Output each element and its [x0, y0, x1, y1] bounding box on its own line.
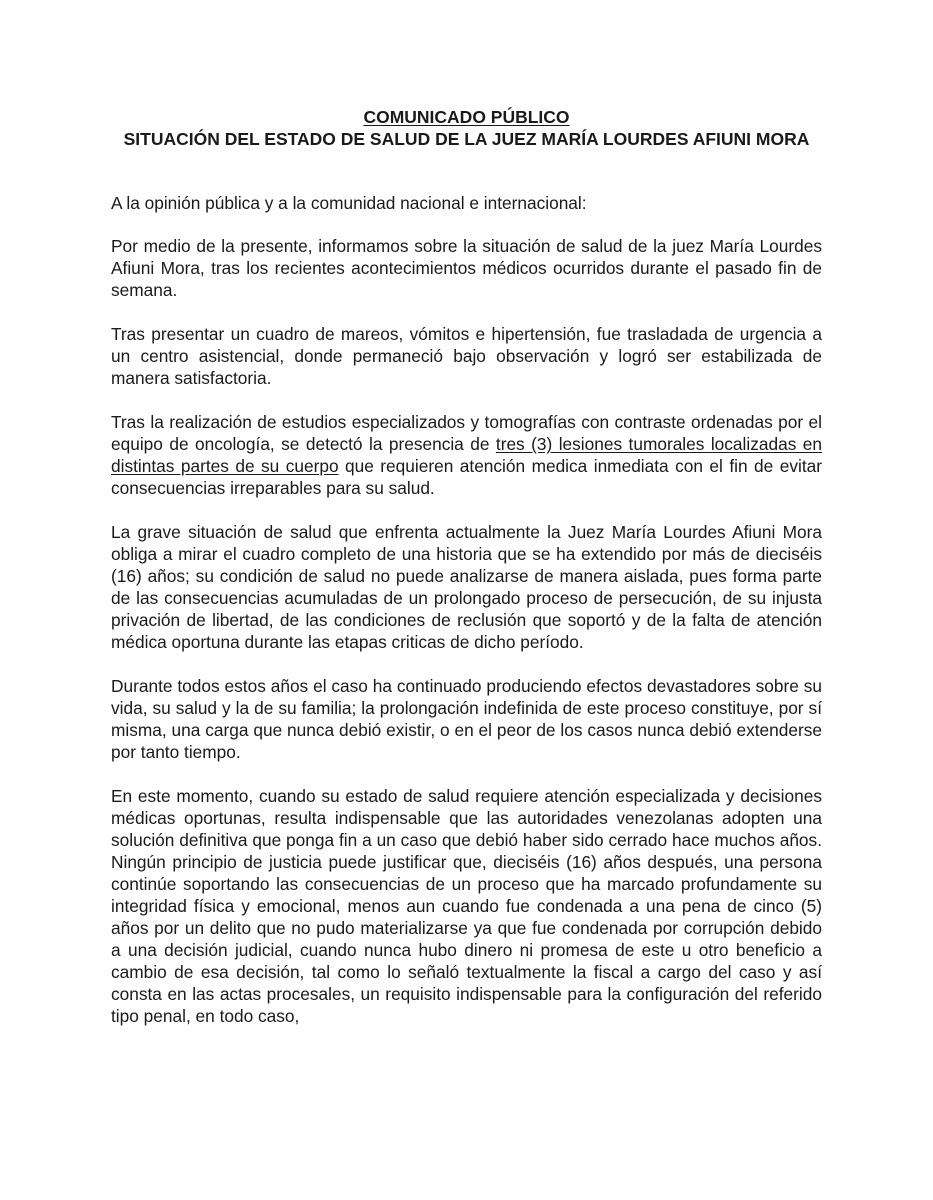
paragraph-5: Durante todos estos años el caso ha continuado produciendo efectos devastadores sobre su vida, su salud y la de su familia; la prolongación indefinida de este proceso constituye, por sí misma, una carga que nunca debió existir, o en el peor de los casos nunca debió extenderse por tanto tiempo.	[111, 676, 822, 762]
paragraph-3-text-after: que requieren atención medica inmediata con el fin de evitar consecuencias irreparables para su salud.	[111, 456, 822, 498]
paragraph-3-underlined-text: tres (3) lesiones tumorales localizadas en distintas partes de su cuerpo	[111, 434, 822, 476]
document-header	[111, 106, 822, 150]
salutation: A la opinión pública y a la comunidad nacional e internacional:	[111, 193, 587, 213]
paragraph-4: La grave situación de salud que enfrenta actualmente la Juez María Lourdes Afiuni Mora obliga a mirar el cuadro completo de una historia que se ha extendido por más de dieciséis (16) años; su condición de salud no puede analizarse de manera aislada, pues forma parte de las consecuencias acumuladas de un prolongado proceso de persecución, de su injusta privación de libertad, de las condiciones de reclusión que soportó y de la falta de atención médica oportuna durante las etapas criticas de dicho período.	[111, 522, 822, 652]
paragraph-6: En este momento, cuando su estado de salud requiere atención especializada y decisiones médicas oportunas, resulta indispensable que las autoridades venezolanas adopten una solución definitiva que ponga fin a un caso que debió haber sido cerrado hace muchos años. Ningún principio de justicia puede justificar que, dieciséis (16) años después, una persona continúe soportando las consecuencias de un proceso que ha marcado profundamente su integridad física y emocional, menos aun cuando fue condenada a una pena de cinco (5) años por un delito que no pudo materializarse ya que fue condenada por corrupción debido a una decisión judicial, cuando nunca hubo dinero ni promesa de este u otro beneficio a cambio de esa decisión, tal como lo señaló textualmente la fiscal a cargo del caso y así consta en las actas procesales, un requisito indispensable para la configuración del referido tipo penal, en todo caso,	[111, 786, 822, 1026]
paragraph-1: Por medio de la presente, informamos sobre la situación de salud de la juez María Lourdes Afiuni Mora, tras los recientes acontecimientos médicos ocurridos durante el pasado fin de semana.	[111, 236, 822, 300]
document-title: COMUNICADO PÚBLICO	[363, 107, 570, 127]
paragraph-2: Tras presentar un cuadro de mareos, vómitos e hipertensión, fue trasladada de urgencia a un centro asistencial, donde permaneció bajo observación y logró ser estabilizada de manera satisfactoria.	[111, 324, 822, 388]
paragraph-3	[111, 411, 822, 499]
paragraph-3-text-before: Tras la realización de estudios especializados y tomografías con contraste ordenadas por el equipo de oncología, se detectó la presencia de	[111, 412, 822, 454]
document-subtitle: SITUACIÓN DEL ESTADO DE SALUD DE LA JUEZ MARÍA LOURDES AFIUNI MORA	[123, 129, 810, 149]
